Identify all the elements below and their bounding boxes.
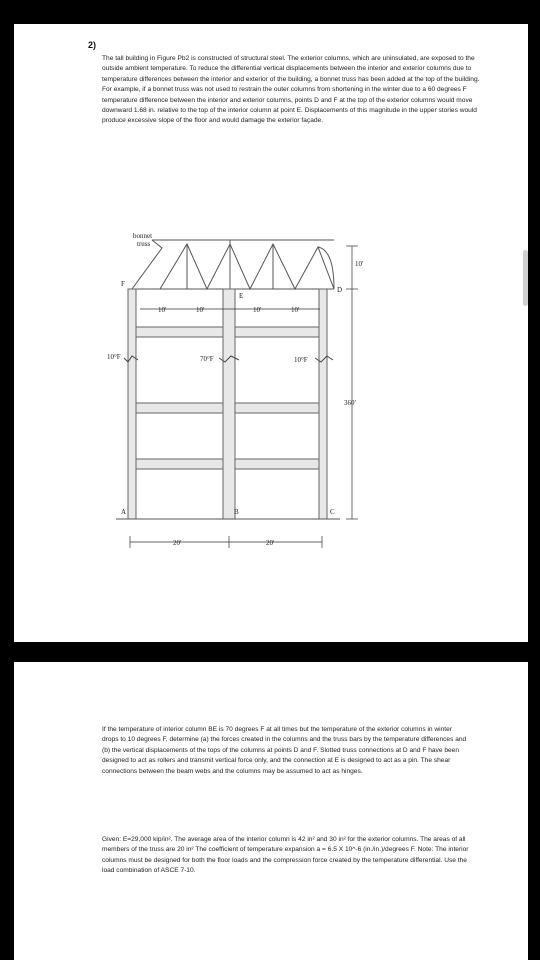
dim-label: 10′: [355, 260, 364, 268]
column-left: [128, 289, 136, 519]
bonnet-truss-label: bonnet: [133, 232, 153, 240]
scrollbar-thumb[interactable]: [523, 250, 528, 306]
point-C: C: [330, 508, 335, 516]
point-F: F: [121, 280, 125, 288]
dim-label: 20′: [173, 539, 182, 547]
bonnet-truss-label: truss: [137, 240, 151, 248]
floor-beam: [235, 327, 319, 337]
problem-statement: The tall building in Figure Pb2 is constructed of structural steel. The exterior columns, which are uninsulated, are exposed to the outside ambient temperature. To reduce the differential vertical displacements between the interior and exterior columns due to temperature differences between the interior and exterior of the building, a bonnet truss has been added at the top of the building. For example, if a bonnet truss was not used to restrain the outer columns from shortening in the winter due to a 60 degrees F temperature difference between the interior and exterior columns, points D and F at the top of the exterior columns would move downward 1.68 in. relative to the top of the interior column at point E. Displacements of this magnitude in the upper stories would produce excessive slope of the floor and would damage the exterior façade.: [102, 55, 480, 125]
point-D: D: [337, 286, 343, 294]
dim-label: 10′: [158, 306, 167, 314]
temperature-label: 70°F: [200, 355, 214, 363]
point-B: B: [234, 508, 239, 516]
floor-beam: [136, 403, 223, 413]
dim-label: 20′: [266, 539, 275, 547]
floor-beam: [235, 459, 319, 469]
column-center: [223, 289, 235, 519]
problem-number: 2): [88, 40, 97, 50]
column-right: [319, 289, 327, 519]
document-page-2: [14, 662, 528, 960]
point-A: A: [121, 508, 127, 516]
building-figure: [14, 24, 528, 642]
dim-label: 10′: [291, 306, 300, 314]
document-page-1: [14, 24, 528, 642]
dim-label: 10′: [196, 306, 205, 314]
temperature-label: 10°F: [294, 356, 308, 364]
dim-label: 360′: [344, 399, 357, 407]
problem-continuation: If the temperature of interior column BE is 70 degrees F at all times but the temperature of the exterior columns in winter drops to 10 degrees F, determine (a) the forces created in the columns and the truss bars by the temperature differences and (b) the vertical displacements of the tops of the columns at points D and F. Slotted truss connections at D and F have been designed to act as rollers and transmit vertical force only, and the connection at E is designed to act as a pin. The shear connections between the beam webs and the columns may be assumed to act as hinges.: [102, 726, 467, 775]
temperature-label: 10°F: [107, 353, 121, 361]
given-data: Given: E=29,000 kip/in². The average area of the interior column is 42 in² and 30 in² for the exterior columns. The areas of all members of the truss are 20 in² The coefficient of temperature expansion a = 6.5 X 10^-6 (in./in.)/degrees F. Note: The interior columns must be designed for both the floor loads and the compression force created by the temperature differential. Use the load combination of ASCE 7-10.: [102, 836, 469, 875]
floor-beam: [136, 459, 223, 469]
point-E: E: [239, 292, 244, 300]
floor-beam: [235, 403, 319, 413]
floor-beam: [136, 327, 223, 337]
dim-label: 10′: [253, 306, 262, 314]
